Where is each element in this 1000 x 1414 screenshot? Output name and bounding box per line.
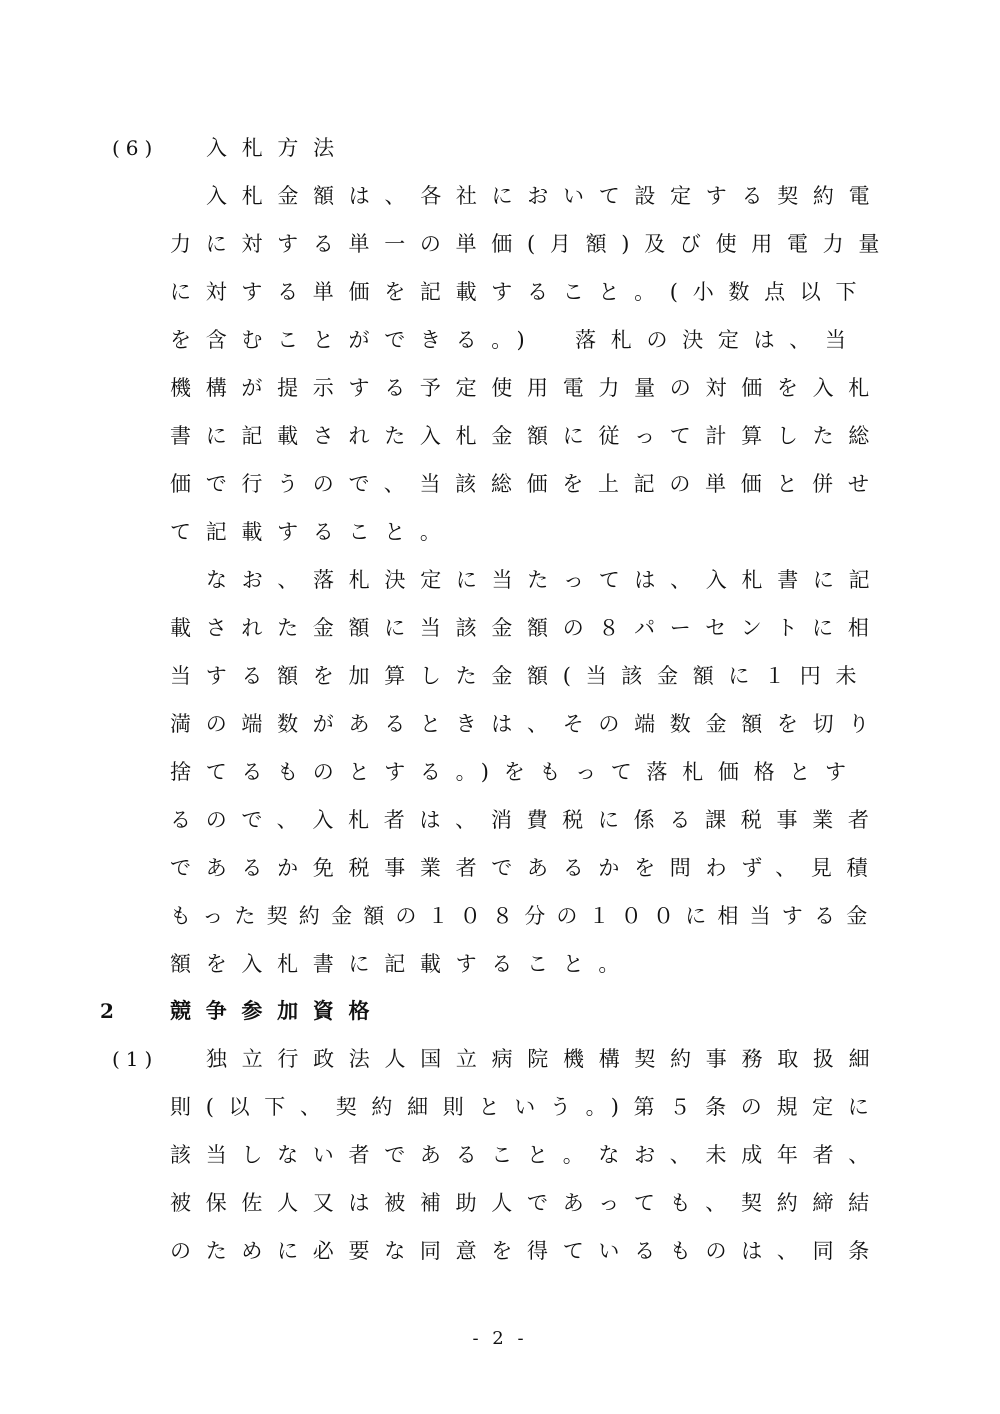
section-number: (6)	[112, 136, 159, 160]
paragraph-line: を含むことができる。) 落札の決定は、当	[170, 328, 861, 352]
paragraph-line: に対する単価を記載すること。(小数点以下	[170, 280, 872, 304]
paragraph-line: 該当しない者であること。なお、未成年者、	[170, 1143, 884, 1167]
paragraph-line: のために必要な同意を得ているものは、同条	[170, 1239, 884, 1263]
heading-number: 2	[100, 999, 120, 1023]
paragraph-line: 価で行うので、当該総価を上記の単価と併せ	[170, 472, 884, 496]
paragraph-line: 載された金額に当該金額の８パーセントに相	[170, 616, 884, 640]
section-heading: 競争参加資格	[170, 998, 385, 1023]
paragraph-line: 独立行政法人国立病院機構契約事務取扱細	[206, 1047, 885, 1071]
paragraph-line: 則(以下、契約細則という。)第５条の規定に	[170, 1095, 884, 1119]
paragraph-line: て記載すること。	[170, 520, 456, 544]
paragraph-line: なお、落札決定に当たっては、入札書に記	[206, 568, 885, 592]
paragraph-line: であるか免税事業者であるかを問わず、見積	[170, 856, 883, 880]
paragraph-line: 機構が提示する予定使用電力量の対価を入札	[170, 376, 884, 400]
paragraph-line: もった契約金額の１０８分の１００に相当する金	[170, 904, 879, 928]
paragraph-line: るので、入札者は、消費税に係る課税事業者	[170, 808, 884, 832]
paragraph-line: 額を入札書に記載すること。	[170, 952, 635, 976]
paragraph-line: 捨てるものとする。)をもって落札価格とす	[170, 760, 861, 784]
paragraph-line: 被保佐人又は被補助人であっても、契約締結	[170, 1191, 884, 1215]
paragraph-line: 入札金額は、各社において設定する契約電	[206, 184, 885, 208]
item-number: (1)	[112, 1047, 159, 1071]
paragraph-line: 力に対する単一の単価(月額)及び使用電力量	[170, 232, 895, 256]
section-title: 入札方法	[206, 136, 349, 160]
paragraph-line: 満の端数があるときは、その端数金額を切り	[170, 712, 884, 736]
page-number: - 2 -	[472, 1328, 528, 1349]
paragraph-line: 書に記載された入札金額に従って計算した総	[170, 424, 884, 448]
paragraph-line: 当する額を加算した金額(当該金額に１円未	[170, 664, 872, 688]
